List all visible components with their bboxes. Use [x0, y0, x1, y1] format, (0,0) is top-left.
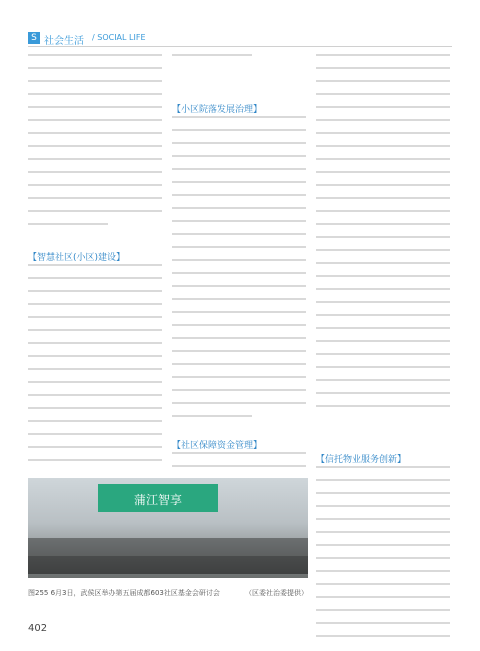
caption-credit: （区委社治委提供） — [245, 589, 308, 597]
text-block-4 — [172, 116, 306, 428]
photo-banner — [98, 484, 218, 512]
section-logo-icon: S — [28, 32, 40, 44]
event-photo — [28, 478, 308, 578]
text-block-1 — [28, 54, 162, 236]
section-title: 社会生活 — [44, 36, 84, 47]
text-block-7 — [316, 466, 450, 648]
text-block-5 — [172, 452, 306, 478]
heading-courtyard-governance: 【小区院落发展治理】 — [172, 105, 263, 115]
page-header — [28, 30, 452, 47]
text-block-3 — [172, 54, 306, 67]
section-title-en: / SOCIAL LIFE — [92, 33, 146, 42]
text-block-2 — [28, 264, 162, 472]
page-number: 402 — [28, 623, 48, 634]
caption-text: 图255 6月3日，武侯区举办第五届成都603社区基金会研讨会 — [28, 589, 220, 597]
audience-row — [28, 556, 308, 574]
text-block-6 — [316, 54, 450, 418]
heading-smart-community: 【智慧社区(小区)建设】 — [28, 253, 126, 263]
audience-row — [28, 538, 308, 556]
photo-banner-text: 蒲江智享 — [133, 493, 182, 507]
heading-fund-management: 【社区保障资金管理】 — [172, 441, 263, 451]
heading-trust-property: 【信托物业服务创新】 — [316, 455, 407, 465]
